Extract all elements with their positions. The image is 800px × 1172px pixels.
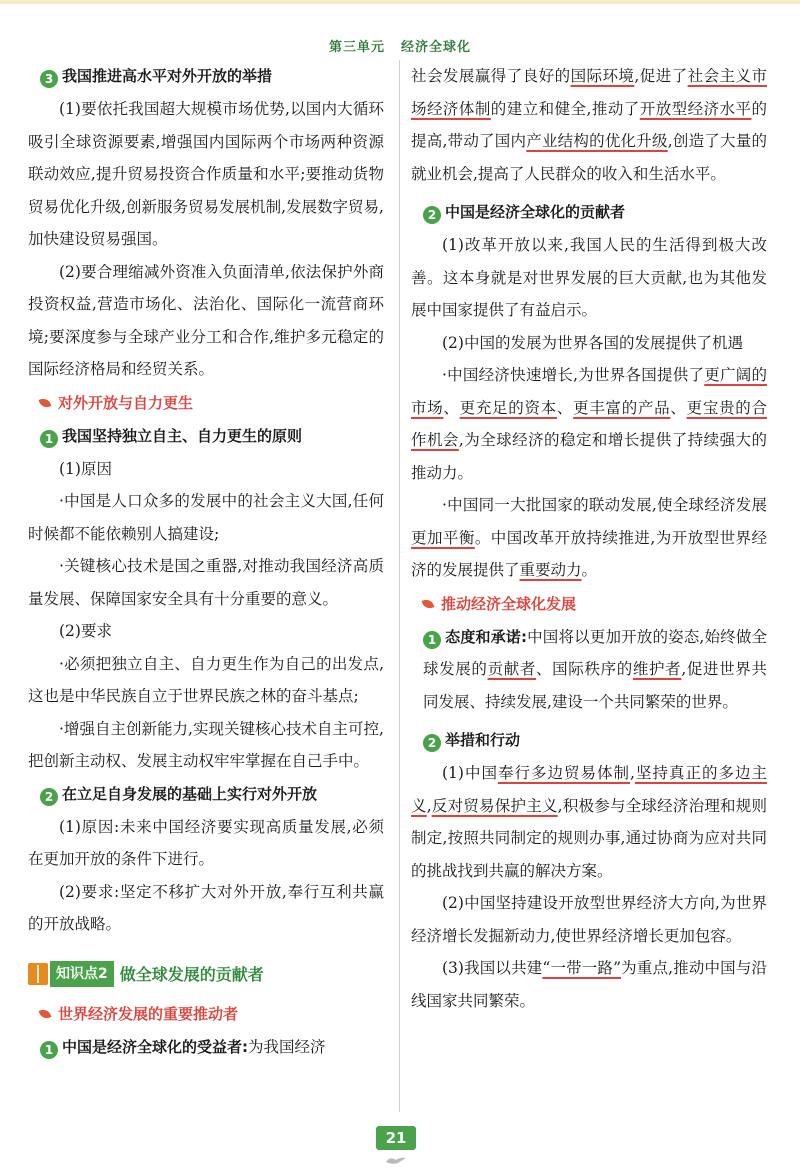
- leaf-icon: [39, 396, 52, 409]
- bullet-item: ·中国是人口众多的发展中的社会主义大国,任何时候都不能依赖别人搞建设;: [28, 492, 384, 543]
- subheading-contributor: [411, 196, 767, 229]
- paragraph: (1)改革开放以来,我国人民的生活得到极大改善。这本身就是对世界发展的巨大贡献,也为其他发展中国家提供了有益启示。: [411, 236, 767, 319]
- text-run: 、: [443, 398, 460, 417]
- underlined-term: 反对贸易保护主义: [431, 796, 558, 815]
- text-run: 为重点,推动中国与沿线国家共同繁荣。: [411, 959, 767, 1010]
- text-run: 的提高,带动了国内: [411, 99, 767, 150]
- subheading-measures: [28, 60, 384, 93]
- section-heading-text: 世界经济发展的重要推动者: [58, 1004, 239, 1023]
- text-run: ,促进世界共同发展、持续发展,建设一个共同繁荣的世界。: [423, 660, 767, 711]
- knowledge-point-tag: 知识点2: [50, 961, 114, 987]
- text-run: ,为全球经济的稳定和增长提供了持续强大的推动力。: [411, 431, 767, 482]
- underlined-term: 更宝贵的合作机会: [411, 398, 767, 449]
- knowledge-point-banner: [28, 959, 384, 989]
- text-run: 、: [670, 398, 687, 417]
- paragraph: (2)要合理缩减外资准入负面清单,依法保护外商投资权益,营造市场化、法治化、国际化一流营商环境;要深度参与全球产业分工和合作,维护多元稳定的国际经济格局和经贸关系。: [28, 262, 384, 378]
- text-run: 、国际秩序的: [536, 660, 633, 678]
- bullet-item: ·必须把独立自主、自力更生作为自己的出发点,这也是中华民族自立于世界民族之林的奋斗基点;: [28, 654, 384, 705]
- page-header: [0, 36, 800, 55]
- text-run: (1)中国: [442, 764, 498, 782]
- subheading-opening: [28, 778, 384, 811]
- underlined-term: 贡献者: [487, 660, 537, 678]
- bullet-item: ·增强自主创新能力,实现关键核心技术自主可控,把创新主动权、发展主动权牢牢掌握在自己手中。: [28, 719, 384, 770]
- paragraph: (1)原因:未来中国经济要实现高质量发展,必须在更加开放的条件下进行。: [28, 817, 384, 868]
- underlined-term: 重要动力: [519, 561, 582, 579]
- subheading-text: 在立足自身发展的基础上实行对外开放: [62, 784, 318, 803]
- bullet-item: ·关键核心技术是国之重器,对推动我国经济高质量发展、保障国家安全具有十分重要的意义。: [28, 557, 384, 608]
- section-heading-text: 对外开放与自力更生: [58, 393, 194, 412]
- text-run: 为我国经济: [248, 1037, 326, 1056]
- section-heading-promote: [411, 587, 767, 621]
- text-run: ,: [426, 796, 432, 815]
- underlined-term: 社会主义市场经济体制: [411, 67, 767, 118]
- number-badge-icon: 1: [40, 430, 58, 448]
- subheading-independence: [28, 420, 384, 453]
- underlined-term: 开放型经济水平: [639, 99, 752, 118]
- underlined-term: 更加平衡: [411, 528, 475, 547]
- underlined-term: “一带一路”: [542, 959, 622, 977]
- text-run: ·中国经济快速增长,为世界各国提供了: [442, 366, 705, 384]
- underlined-term: 坚持真正的多边主义: [411, 764, 767, 815]
- paragraph: (2)要求:坚定不移扩大对外开放,奉行互利共赢的开放战略。: [28, 882, 384, 933]
- knowledge-point-title: 做全球发展的贡献者: [119, 965, 264, 984]
- number-badge-icon: 2: [423, 734, 441, 752]
- underlined-term: 维护者: [632, 660, 682, 678]
- paragraph: [411, 757, 767, 887]
- column-divider: [399, 60, 400, 1112]
- text-run: 、: [556, 398, 574, 417]
- paragraph: (2)中国的发展为世界各国的发展提供了机遇: [442, 333, 743, 352]
- subheading-text: 我国推进高水平对外开放的举措: [62, 67, 273, 85]
- paragraph: (1)要依托我国超大规模市场优势,以国内大循环吸引全球资源要素,增强国内国际两个市场两种资源联动效应,提升贸易投资合作质量和水平;要推动货物贸易优化升级,创新服务贸易发展机制,发展数字贸易,加快建设贸易强国。: [28, 100, 384, 248]
- underlined-term: 产业结构的优化升级: [526, 132, 668, 150]
- text-run: 社会发展赢得了良好的: [411, 67, 571, 85]
- paragraph: [411, 952, 767, 1017]
- page-number: 21: [376, 1126, 416, 1150]
- header-unit: 第三单元: [328, 40, 385, 55]
- bold-lead: 中国是经济全球化的受益者:: [62, 1037, 248, 1056]
- underlined-term: 更丰富的产品: [573, 398, 671, 417]
- number-badge-icon: 1: [423, 631, 441, 649]
- subheading-actions: [411, 724, 767, 757]
- header-title: 经济全球化: [401, 40, 472, 55]
- bird-icon: [384, 1154, 408, 1166]
- label-requirement: (2)要求: [59, 622, 112, 640]
- bold-lead: 态度和承诺:: [445, 627, 527, 646]
- text-run: ,: [630, 764, 635, 782]
- subheading-text: 举措和行动: [445, 731, 521, 749]
- paragraph: (2)中国坚持建设开放型世界经济大方向,为世界经济增长发掘新动力,使世界经济增长更加包容。: [411, 894, 767, 945]
- label-reason: (1)原因: [59, 459, 112, 478]
- top-band: [0, 0, 800, 4]
- number-badge-icon: 3: [40, 70, 58, 88]
- text-run: ,促进了: [634, 67, 688, 85]
- section-heading-opening-selfreliance: [28, 386, 384, 420]
- text-run: ,积极参与全球经济治理和规则制定,按照共同制定的规则办事,通过协商为应对共同的挑战找到共赢的解决方案。: [411, 796, 767, 880]
- text-run: 。: [581, 561, 598, 579]
- text-run: 。中国改革开放持续推进,为开放型世界经济的发展提供了: [411, 528, 767, 579]
- right-column: [411, 60, 767, 1017]
- book-icon: [28, 963, 48, 985]
- underlined-term: 国际环境: [570, 67, 635, 85]
- text-run: (3)我国以共建: [442, 959, 543, 977]
- paragraph-attitude: [411, 621, 767, 719]
- left-column: [28, 60, 384, 1063]
- number-badge-icon: 2: [40, 788, 58, 806]
- subheading-text: 中国是经济全球化的贡献者: [445, 203, 626, 221]
- underlined-term: 更广阔的市场: [411, 366, 767, 417]
- subheading-text: 我国坚持独立自主、自力更生的原则: [62, 426, 303, 445]
- leaf-icon: [39, 1007, 52, 1020]
- text-run: 的建立和健全,推动了: [490, 99, 640, 118]
- underlined-term: 奉行多边贸易体制: [497, 764, 630, 782]
- text-run: ,创造了大量的就业机会,提高了人民群众的收入和生活水平。: [411, 132, 767, 183]
- paragraph-continued: [411, 60, 767, 190]
- leaf-icon: [422, 597, 435, 610]
- section-heading-text: 推动经济全球化发展: [441, 594, 577, 613]
- text-run: 中国将以更加开放的姿态,始终做全球发展的: [423, 627, 768, 678]
- paragraph-beneficiary: [28, 1031, 384, 1064]
- bullet-item: [411, 489, 767, 587]
- number-badge-icon: 1: [40, 1041, 58, 1059]
- number-badge-icon: 2: [423, 206, 441, 224]
- bullet-item: [411, 359, 767, 489]
- underlined-term: 更充足的资本: [459, 398, 557, 417]
- section-heading-driver: [28, 997, 384, 1031]
- text-run: ·中国同一大批国家的联动发展,使全球经济发展: [442, 496, 767, 514]
